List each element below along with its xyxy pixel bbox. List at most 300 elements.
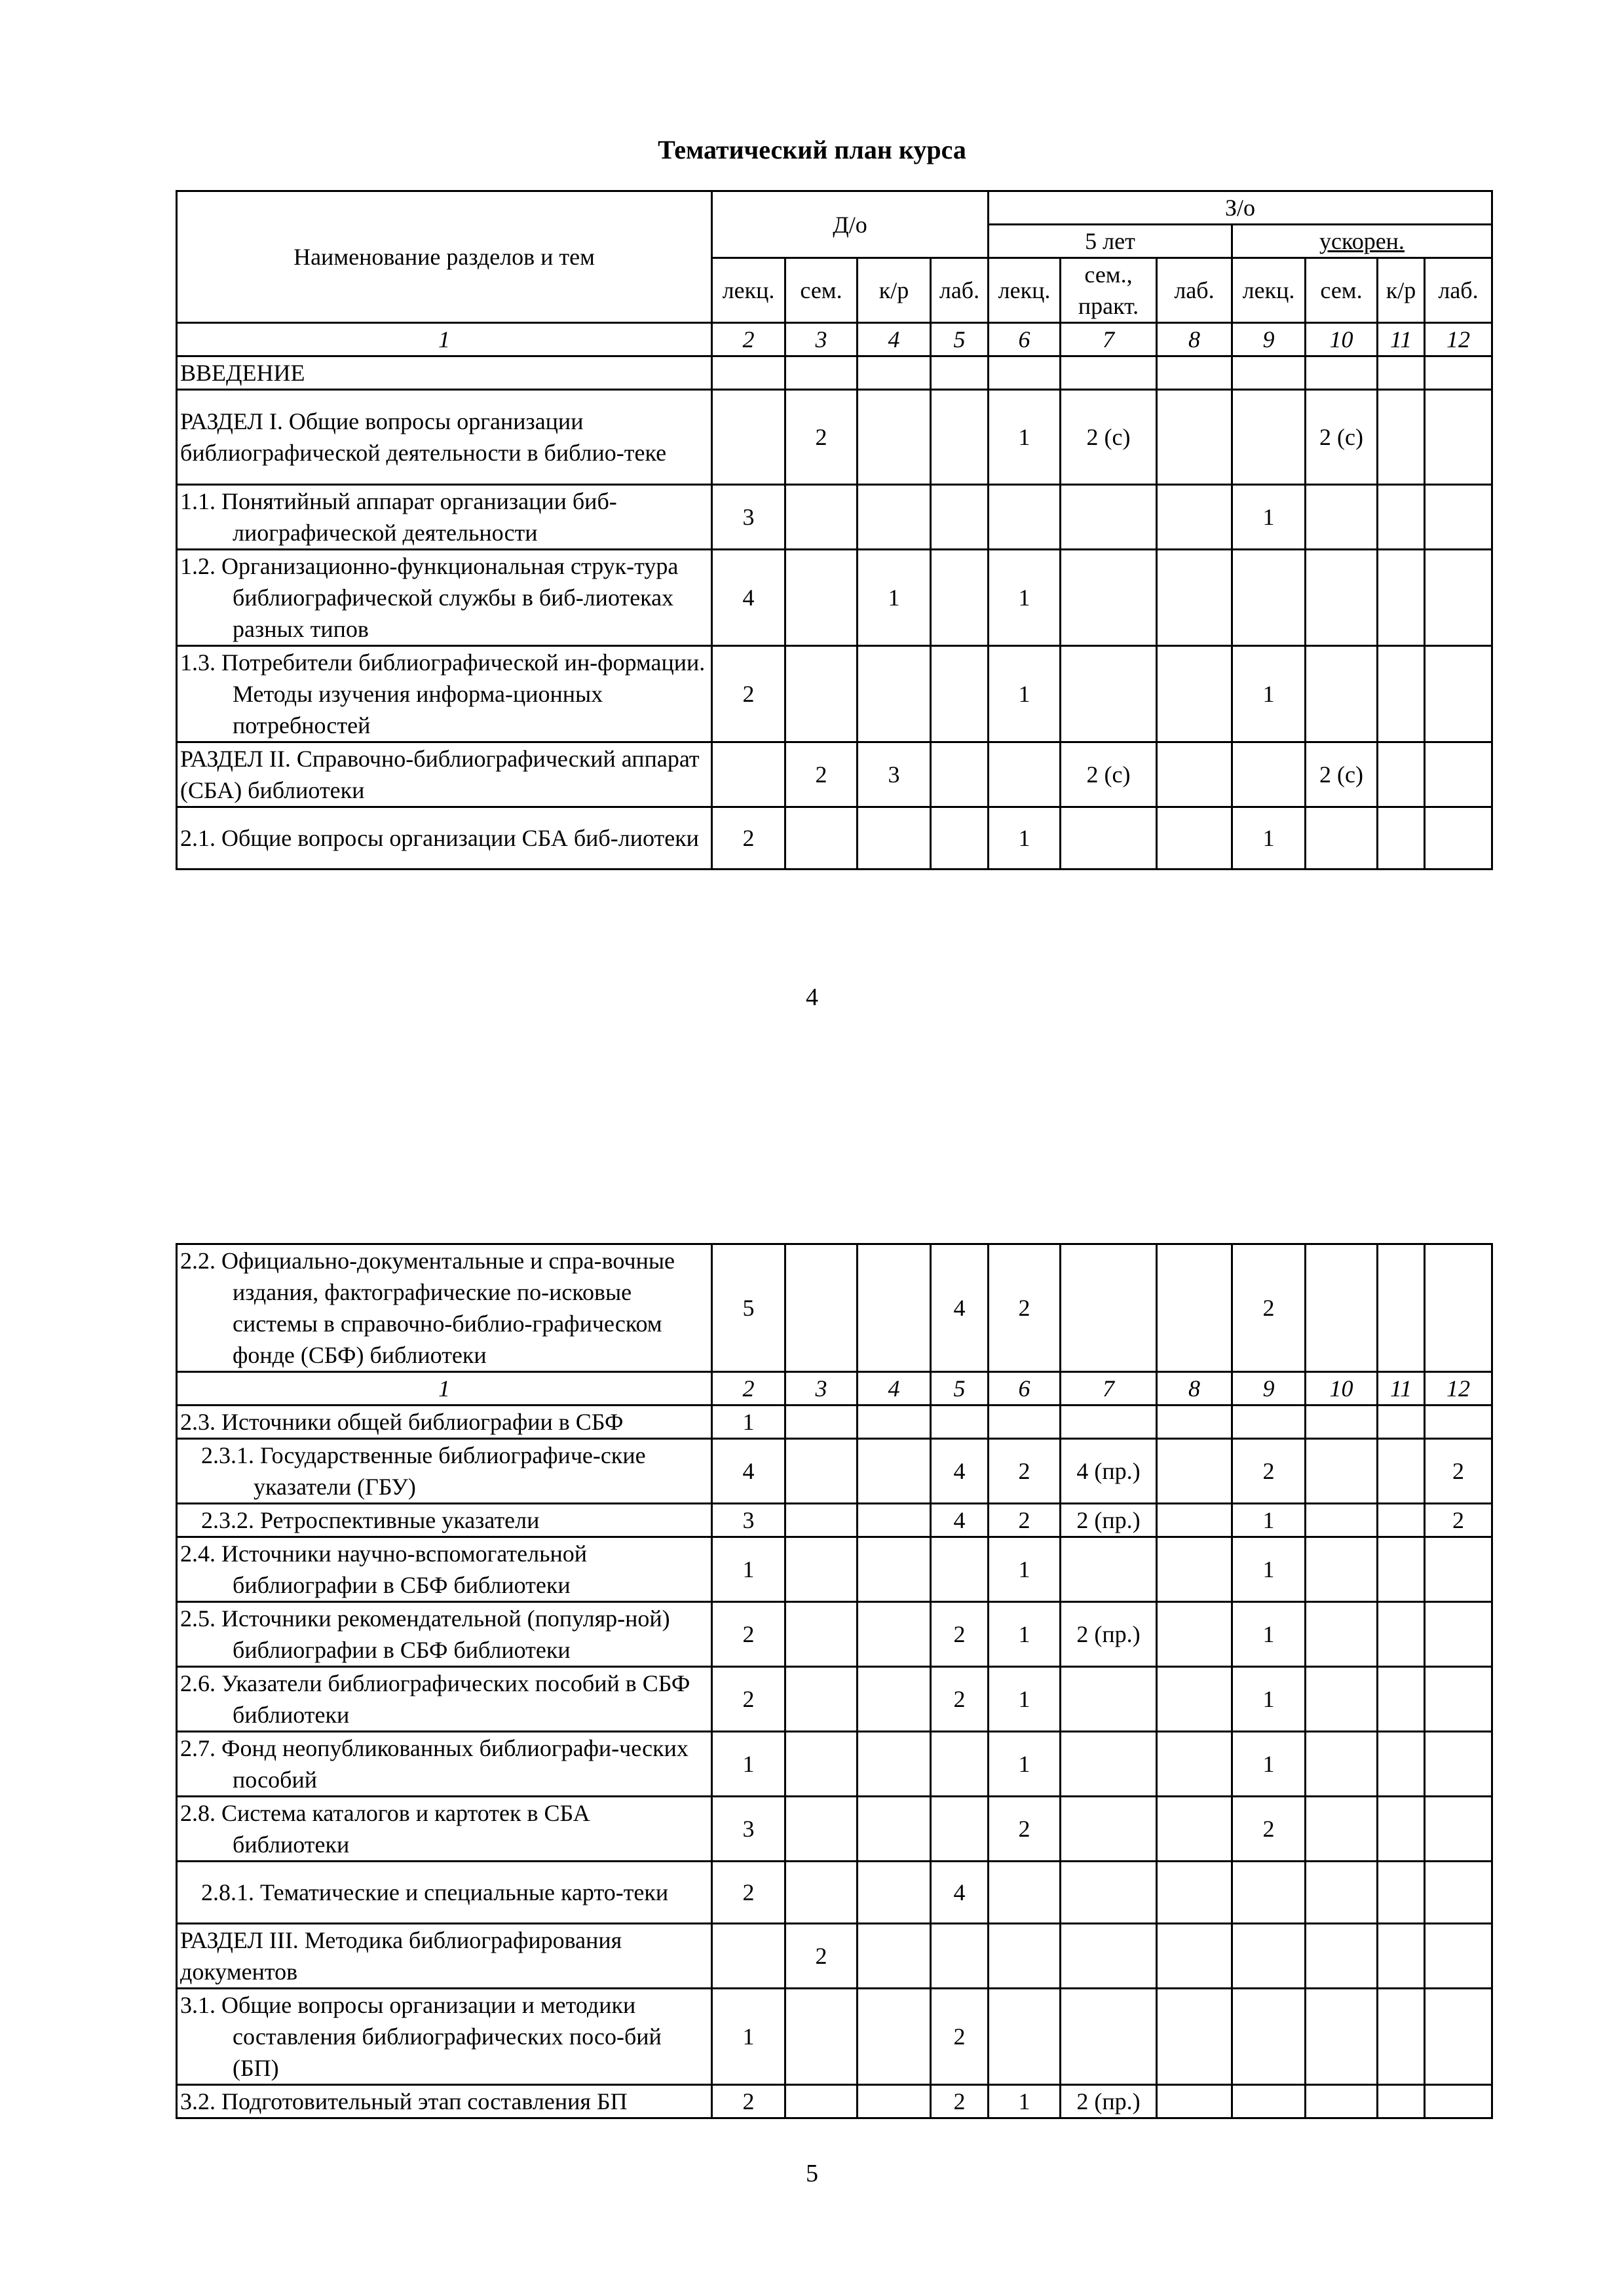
hours-cell-col-12	[1425, 1862, 1492, 1924]
hours-cell-col-10	[1306, 356, 1378, 390]
hours-cell-col-11	[1378, 1862, 1425, 1924]
topic-name-text: 2.3. Источники общей библиографии в СБФ	[180, 1409, 624, 1435]
hours-cell-col-4	[858, 356, 931, 390]
column-number-12: 12	[1425, 323, 1492, 356]
table-row	[177, 1989, 1492, 2085]
topic-name-text: 3.1. Общие вопросы организации и методики составления библиографических посо-бий (БП)	[180, 1992, 662, 2081]
hours-cell-col-7	[1061, 550, 1157, 646]
hours-cell-col-5	[931, 1537, 989, 1602]
hours-cell-col-3: 2	[785, 1924, 858, 1989]
hours-cell-col-2: 3	[712, 1504, 785, 1537]
hours-cell-col-5: 4	[931, 1862, 989, 1924]
header-col-7: сем., практ.	[1061, 258, 1157, 323]
topic-name	[177, 1732, 712, 1797]
hours-cell-col-4	[858, 1732, 931, 1797]
hours-cell-col-3	[785, 807, 858, 870]
topic-name-text: РАЗДЕЛ I. Общие вопросы организации библиографической деятельности в библио-теке	[180, 408, 667, 466]
hours-cell-col-2: 2	[712, 2085, 785, 2118]
header-sub-uskor: ускорен.	[1232, 225, 1492, 258]
hours-cell-col-5	[931, 356, 989, 390]
hours-cell-col-4	[858, 1537, 931, 1602]
column-number-5: 5	[931, 1372, 989, 1406]
hours-cell-col-7	[1061, 1989, 1157, 2085]
hours-cell-col-6	[989, 742, 1061, 807]
header-col-6: лекц.	[989, 258, 1061, 323]
hours-cell-col-7: 2 (пр.)	[1061, 1602, 1157, 1667]
hours-cell-col-10	[1306, 1439, 1378, 1504]
hours-cell-col-7: 2 (пр.)	[1061, 1504, 1157, 1537]
hours-cell-col-5: 2	[931, 1602, 989, 1667]
header-col-4: к/р	[858, 258, 931, 323]
hours-cell-col-6: 2	[989, 1504, 1061, 1537]
column-number-6: 6	[989, 1372, 1061, 1406]
topic-name-text: 2.2. Официально-документальные и спра-вочные издания, фактографические по-исковые системы в справочно-библио-графическом фонде (СБФ) библиотеки	[180, 1248, 675, 1368]
hours-cell-col-8	[1157, 1989, 1232, 2085]
hours-cell-col-11	[1378, 1989, 1425, 2085]
hours-cell-col-11	[1378, 742, 1425, 807]
topic-name-text: РАЗДЕЛ II. Справочно-библиографический аппарат (СБА) библиотеки	[180, 746, 700, 803]
hours-cell-col-10	[1306, 1244, 1378, 1372]
hours-cell-col-3	[785, 1667, 858, 1732]
topic-name	[177, 1989, 712, 2085]
hours-cell-col-11	[1378, 1667, 1425, 1732]
hours-cell-col-2: 3	[712, 1797, 785, 1862]
hours-cell-col-6	[989, 485, 1061, 550]
hours-cell-col-2	[712, 742, 785, 807]
column-number-10: 10	[1306, 323, 1378, 356]
hours-cell-col-9	[1232, 1989, 1306, 2085]
hours-cell-col-4: 3	[858, 742, 931, 807]
hours-cell-col-12	[1425, 1924, 1492, 1989]
hours-cell-col-7	[1061, 1862, 1157, 1924]
hours-cell-col-3: 2	[785, 742, 858, 807]
hours-cell-col-6: 1	[989, 807, 1061, 870]
hours-cell-col-8	[1157, 1602, 1232, 1667]
hours-cell-col-7: 2 (с)	[1061, 390, 1157, 485]
hours-cell-col-8	[1157, 1667, 1232, 1732]
hours-cell-col-3	[785, 1504, 858, 1537]
topic-name-text: 2.1. Общие вопросы организации СБА биб-лиотеки	[180, 825, 699, 851]
table-row	[177, 742, 1492, 807]
topic-name	[177, 390, 712, 485]
hours-cell-col-12	[1425, 646, 1492, 742]
page-title: Тематический план курса	[658, 135, 966, 164]
hours-cell-col-10	[1306, 1504, 1378, 1537]
column-number-8: 8	[1157, 1372, 1232, 1406]
hours-cell-col-8	[1157, 1406, 1232, 1439]
hours-cell-col-6: 1	[989, 646, 1061, 742]
hours-cell-col-3	[785, 1989, 858, 2085]
hours-cell-col-4	[858, 1667, 931, 1732]
topic-name	[177, 2085, 712, 2118]
hours-cell-col-10	[1306, 1406, 1378, 1439]
hours-cell-col-6: 2	[989, 1439, 1061, 1504]
hours-cell-col-5	[931, 1732, 989, 1797]
column-number-9: 9	[1232, 323, 1306, 356]
hours-cell-col-10	[1306, 485, 1378, 550]
hours-cell-col-11	[1378, 1537, 1425, 1602]
hours-cell-col-7: 2 (пр.)	[1061, 2085, 1157, 2118]
hours-cell-col-7	[1061, 646, 1157, 742]
topic-name	[177, 807, 712, 870]
topic-name-text: 3.2. Подготовительный этап составления БП	[180, 2088, 628, 2114]
header-col-5: лаб.	[931, 258, 989, 323]
hours-cell-col-5: 2	[931, 1667, 989, 1732]
hours-cell-col-12	[1425, 2085, 1492, 2118]
hours-cell-col-6: 1	[989, 1537, 1061, 1602]
hours-cell-col-6	[989, 1989, 1061, 2085]
hours-cell-col-2: 4	[712, 1439, 785, 1504]
hours-cell-col-6: 1	[989, 2085, 1061, 2118]
hours-cell-col-5	[931, 1797, 989, 1862]
table-row	[177, 1797, 1492, 1862]
hours-cell-col-6: 1	[989, 1732, 1061, 1797]
hours-cell-col-7: 2 (с)	[1061, 742, 1157, 807]
hours-cell-col-5: 4	[931, 1439, 989, 1504]
hours-cell-col-9	[1232, 390, 1306, 485]
hours-cell-col-12	[1425, 742, 1492, 807]
column-number-3: 3	[785, 1372, 858, 1406]
table-row	[177, 2085, 1492, 2118]
hours-cell-col-11	[1378, 485, 1425, 550]
hours-cell-col-2	[712, 356, 785, 390]
hours-cell-col-3	[785, 1732, 858, 1797]
hours-cell-col-5	[931, 742, 989, 807]
hours-cell-col-11	[1378, 1602, 1425, 1667]
table-row	[177, 1732, 1492, 1797]
hours-cell-col-3	[785, 1244, 858, 1372]
hours-cell-col-12	[1425, 1667, 1492, 1732]
hours-cell-col-12	[1425, 1406, 1492, 1439]
hours-cell-col-2: 1	[712, 1732, 785, 1797]
hours-cell-col-3	[785, 1797, 858, 1862]
topic-name-text: 2.8.1. Тематические и специальные карто-теки	[201, 1879, 669, 1905]
table-row	[177, 356, 1492, 390]
hours-cell-col-9: 2	[1232, 1797, 1306, 1862]
hours-cell-col-12	[1425, 807, 1492, 870]
column-number-7: 7	[1061, 323, 1157, 356]
hours-cell-col-12	[1425, 1602, 1492, 1667]
hours-cell-col-9: 1	[1232, 1504, 1306, 1537]
header-col-9: лекц.	[1232, 258, 1306, 323]
hours-cell-col-9: 1	[1232, 1537, 1306, 1602]
hours-cell-col-6: 2	[989, 1244, 1061, 1372]
topic-name	[177, 742, 712, 807]
topic-name	[177, 1602, 712, 1667]
hours-cell-col-4: 1	[858, 550, 931, 646]
hours-cell-col-5: 4	[931, 1504, 989, 1537]
topic-name	[177, 1504, 712, 1537]
hours-cell-col-6: 1	[989, 1602, 1061, 1667]
column-number-2: 2	[712, 1372, 785, 1406]
hours-cell-col-2	[712, 390, 785, 485]
hours-cell-col-2: 1	[712, 1537, 785, 1602]
hours-cell-col-10	[1306, 2085, 1378, 2118]
hours-cell-col-8	[1157, 356, 1232, 390]
hours-cell-col-9	[1232, 2085, 1306, 2118]
hours-cell-col-10	[1306, 1602, 1378, 1667]
hours-cell-col-2: 2	[712, 1602, 785, 1667]
column-number-row	[177, 1372, 1492, 1406]
hours-cell-col-8	[1157, 1797, 1232, 1862]
hours-cell-col-11	[1378, 1732, 1425, 1797]
hours-cell-col-8	[1157, 1439, 1232, 1504]
column-number-5: 5	[931, 323, 989, 356]
hours-cell-col-12	[1425, 1732, 1492, 1797]
hours-cell-col-3	[785, 1406, 858, 1439]
topic-name-text: 2.6. Указатели библиографических пособий в СБФ библиотеки	[180, 1670, 690, 1728]
hours-cell-col-4	[858, 807, 931, 870]
hours-cell-col-12	[1425, 356, 1492, 390]
column-number-8: 8	[1157, 323, 1232, 356]
hours-cell-col-12: 2	[1425, 1439, 1492, 1504]
hours-cell-col-4	[858, 646, 931, 742]
column-number-12: 12	[1425, 1372, 1492, 1406]
hours-cell-col-6	[989, 1924, 1061, 1989]
column-number-4: 4	[858, 323, 931, 356]
hours-cell-col-11	[1378, 807, 1425, 870]
hours-cell-col-8	[1157, 1862, 1232, 1924]
hours-cell-col-4	[858, 2085, 931, 2118]
hours-cell-col-7	[1061, 356, 1157, 390]
header-name-column: Наименование разделов и тем	[177, 191, 712, 323]
hours-cell-col-12	[1425, 550, 1492, 646]
hours-cell-col-12	[1425, 1797, 1492, 1862]
hours-cell-col-9: 2	[1232, 1439, 1306, 1504]
hours-cell-col-10: 2 (с)	[1306, 742, 1378, 807]
hours-cell-col-4	[858, 1862, 931, 1924]
hours-cell-col-2: 1	[712, 1406, 785, 1439]
topic-name	[177, 485, 712, 550]
hours-cell-col-6: 2	[989, 1797, 1061, 1862]
hours-cell-col-9: 1	[1232, 646, 1306, 742]
hours-cell-col-4	[858, 1504, 931, 1537]
page-number: 4	[806, 984, 818, 1011]
table-row	[177, 550, 1492, 646]
hours-cell-col-8	[1157, 2085, 1232, 2118]
hours-cell-col-9	[1232, 550, 1306, 646]
hours-cell-col-7	[1061, 1537, 1157, 1602]
hours-cell-col-9	[1232, 742, 1306, 807]
hours-cell-col-2: 4	[712, 550, 785, 646]
hours-cell-col-8	[1157, 485, 1232, 550]
hours-cell-col-7	[1061, 1667, 1157, 1732]
hours-cell-col-11	[1378, 1924, 1425, 1989]
header-col-8: лаб.	[1157, 258, 1232, 323]
hours-cell-col-10: 2 (с)	[1306, 390, 1378, 485]
table-row	[177, 1244, 1492, 1372]
hours-cell-col-9	[1232, 356, 1306, 390]
topic-name	[177, 356, 712, 390]
hours-cell-col-5: 4	[931, 1244, 989, 1372]
hours-cell-col-3	[785, 1602, 858, 1667]
topic-name-text: 2.3.1. Государственные библиографиче-ские указатели (ГБУ)	[201, 1442, 646, 1500]
hours-cell-col-8	[1157, 1732, 1232, 1797]
hours-cell-col-4	[858, 1989, 931, 2085]
hours-cell-col-12	[1425, 1989, 1492, 2085]
hours-cell-col-10	[1306, 550, 1378, 646]
hours-cell-col-11	[1378, 1244, 1425, 1372]
hours-cell-col-7	[1061, 1797, 1157, 1862]
hours-cell-col-8	[1157, 390, 1232, 485]
hours-cell-col-3	[785, 646, 858, 742]
topic-name-text: 2.7. Фонд неопубликованных библиографи-ческих пособий	[180, 1735, 689, 1793]
hours-cell-col-12	[1425, 1537, 1492, 1602]
header-col-3: сем.	[785, 258, 858, 323]
hours-cell-col-8	[1157, 1924, 1232, 1989]
hours-cell-col-5	[931, 1924, 989, 1989]
hours-cell-col-4	[858, 485, 931, 550]
topic-name	[177, 1667, 712, 1732]
topic-name	[177, 1406, 712, 1439]
hours-cell-col-11	[1378, 356, 1425, 390]
column-number-11: 11	[1378, 1372, 1425, 1406]
topic-name	[177, 1862, 712, 1924]
topic-name-text: 1.2. Организационно-функциональная струк-тура библиографической службы в биб-лиотеках разных типов	[180, 553, 679, 642]
topic-name	[177, 1244, 712, 1372]
header-sub-5let: 5 лет	[989, 225, 1232, 258]
topic-name	[177, 550, 712, 646]
hours-cell-col-11	[1378, 1406, 1425, 1439]
thematic-plan-table-page-5	[176, 1243, 1493, 2119]
column-number-2: 2	[712, 323, 785, 356]
hours-cell-col-4	[858, 1244, 931, 1372]
table-row	[177, 1602, 1492, 1667]
hours-cell-col-5	[931, 550, 989, 646]
hours-cell-col-12: 2	[1425, 1504, 1492, 1537]
topic-name-text: 2.8. Система каталогов и картотек в СБА библиотеки	[180, 1800, 590, 1858]
table-row	[177, 807, 1492, 870]
topic-name-text: 1.3. Потребители библиографической ин-формации. Методы изучения информа-ционных потребностей	[180, 649, 706, 738]
hours-cell-col-11	[1378, 550, 1425, 646]
column-number-4: 4	[858, 1372, 931, 1406]
hours-cell-col-8	[1157, 646, 1232, 742]
hours-cell-col-6: 1	[989, 550, 1061, 646]
hours-cell-col-4	[858, 1406, 931, 1439]
hours-cell-col-11	[1378, 390, 1425, 485]
hours-cell-col-7	[1061, 807, 1157, 870]
hours-cell-col-7	[1061, 1924, 1157, 1989]
hours-cell-col-5	[931, 485, 989, 550]
topic-name	[177, 1924, 712, 1989]
table-row	[177, 1406, 1492, 1439]
hours-cell-col-3	[785, 485, 858, 550]
topic-name-text: РАЗДЕЛ III. Методика библиографирования документов	[180, 1927, 622, 1985]
hours-cell-col-2: 2	[712, 807, 785, 870]
header-col-12: лаб.	[1425, 258, 1492, 323]
hours-cell-col-2: 3	[712, 485, 785, 550]
hours-cell-col-9	[1232, 1924, 1306, 1989]
column-number-11: 11	[1378, 323, 1425, 356]
topic-name	[177, 1537, 712, 1602]
table-row	[177, 1439, 1492, 1504]
table-row	[177, 1924, 1492, 1989]
hours-cell-col-4	[858, 1797, 931, 1862]
header-col-10: сем.	[1306, 258, 1378, 323]
hours-cell-col-9	[1232, 1406, 1306, 1439]
hours-cell-col-7	[1061, 1244, 1157, 1372]
hours-cell-col-12	[1425, 485, 1492, 550]
column-number-6: 6	[989, 323, 1061, 356]
hours-cell-col-6	[989, 1406, 1061, 1439]
hours-cell-col-10	[1306, 1924, 1378, 1989]
thematic-plan-table-page-4	[176, 190, 1493, 870]
hours-cell-col-3: 2	[785, 390, 858, 485]
table-row	[177, 1667, 1492, 1732]
header-col-11: к/р	[1378, 258, 1425, 323]
hours-cell-col-8	[1157, 1244, 1232, 1372]
hours-cell-col-5: 2	[931, 1989, 989, 2085]
hours-cell-col-3	[785, 550, 858, 646]
hours-cell-col-8	[1157, 807, 1232, 870]
hours-cell-col-10	[1306, 807, 1378, 870]
hours-cell-col-5	[931, 1406, 989, 1439]
hours-cell-col-9: 2	[1232, 1244, 1306, 1372]
hours-cell-col-2: 5	[712, 1244, 785, 1372]
hours-cell-col-3	[785, 1862, 858, 1924]
hours-cell-col-11	[1378, 1797, 1425, 1862]
hours-cell-col-5	[931, 646, 989, 742]
topic-name-text: 2.5. Источники рекомендательной (популяр-ной) библиографии в СБФ библиотеки	[180, 1605, 670, 1663]
column-number-3: 3	[785, 323, 858, 356]
topic-name	[177, 646, 712, 742]
hours-cell-col-4	[858, 390, 931, 485]
table-row	[177, 1537, 1492, 1602]
topic-name	[177, 1439, 712, 1504]
hours-cell-col-10	[1306, 1797, 1378, 1862]
hours-cell-col-11	[1378, 1504, 1425, 1537]
table-row	[177, 646, 1492, 742]
table-row	[177, 1862, 1492, 1924]
hours-cell-col-4	[858, 1602, 931, 1667]
hours-cell-col-3	[785, 2085, 858, 2118]
hours-cell-col-10	[1306, 1537, 1378, 1602]
hours-cell-col-7: 4 (пр.)	[1061, 1439, 1157, 1504]
hours-cell-col-11	[1378, 1439, 1425, 1504]
hours-cell-col-12	[1425, 390, 1492, 485]
hours-cell-col-10	[1306, 1989, 1378, 2085]
hours-cell-col-10	[1306, 1862, 1378, 1924]
hours-cell-col-9: 1	[1232, 1602, 1306, 1667]
hours-cell-col-9: 1	[1232, 485, 1306, 550]
header-col-2: лекц.	[712, 258, 785, 323]
hours-cell-col-11	[1378, 2085, 1425, 2118]
column-number-7: 7	[1061, 1372, 1157, 1406]
topic-name	[177, 1797, 712, 1862]
hours-cell-col-10	[1306, 1667, 1378, 1732]
hours-cell-col-8	[1157, 1504, 1232, 1537]
hours-cell-col-2: 2	[712, 1667, 785, 1732]
header-group-do: Д/о	[712, 191, 989, 258]
hours-cell-col-10	[1306, 1732, 1378, 1797]
table-row	[177, 485, 1492, 550]
hours-cell-col-5	[931, 390, 989, 485]
hours-cell-col-9: 1	[1232, 1732, 1306, 1797]
hours-cell-col-2	[712, 1924, 785, 1989]
hours-cell-col-2: 1	[712, 1989, 785, 2085]
hours-cell-col-6	[989, 356, 1061, 390]
hours-cell-col-8	[1157, 1537, 1232, 1602]
header-group-zo: З/о	[989, 191, 1492, 225]
page-number: 5	[806, 2160, 818, 2187]
table-row	[177, 1504, 1492, 1537]
hours-cell-col-4	[858, 1439, 931, 1504]
hours-cell-col-11	[1378, 646, 1425, 742]
hours-cell-col-9: 1	[1232, 807, 1306, 870]
topic-name-text: 2.4. Источники научно-вспомогательной библиографии в СБФ библиотеки	[180, 1540, 588, 1598]
hours-cell-col-12	[1425, 1244, 1492, 1372]
hours-cell-col-7	[1061, 1406, 1157, 1439]
